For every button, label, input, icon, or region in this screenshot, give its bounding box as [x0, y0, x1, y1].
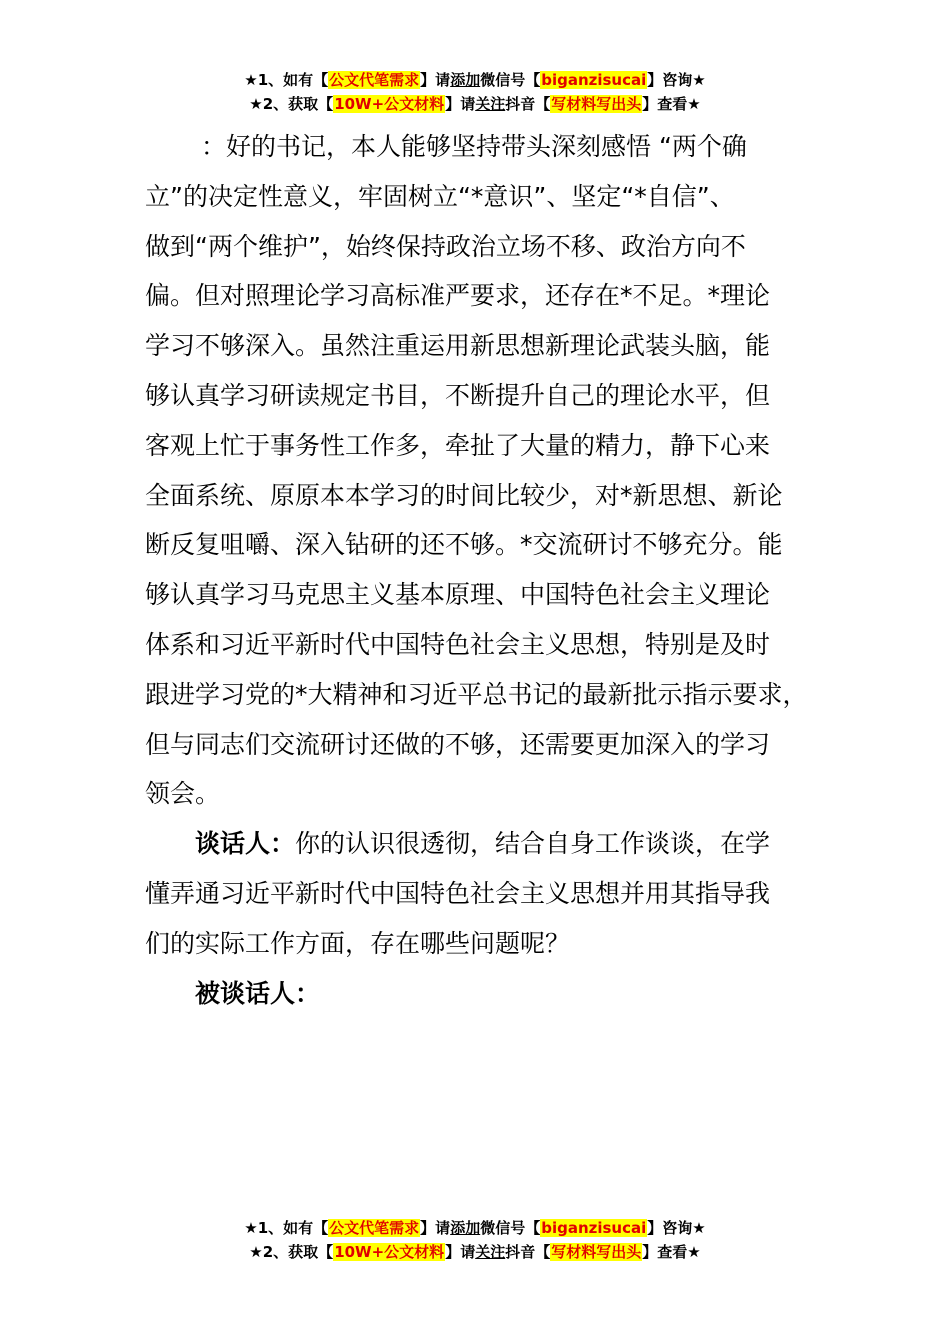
text-line: 客观上忙于事务性工作多，牵扯了大量的精力，静下心来: [145, 430, 771, 460]
star-icon: ★: [244, 1219, 258, 1237]
banner-text: 微信号【: [480, 71, 541, 89]
highlight-douyin-id: 写材料写出头: [551, 1243, 642, 1261]
footer-banner: [0, 1216, 950, 1264]
banner-text: 2、获取【: [262, 1243, 334, 1261]
text-line: 但与同志们交流研讨还做的不够，还需要更加深入的学习: [145, 729, 771, 759]
text-line: ：好的书记，本人能够坚持带头深刻感悟 “两个确: [201, 132, 747, 161]
text-line: 够认真学习研读规定书目，不断提升自己的理论水平，但: [145, 380, 771, 410]
paragraph-answer: [145, 122, 825, 819]
text-line: 学习不够深入。虽然注重运用新思想新理论武装头脑，能: [145, 331, 771, 361]
text-line: 做到“两个维护”，始终保持政治立场不移、政治方向不: [145, 231, 746, 261]
banner-text: 1、如有【: [257, 71, 329, 89]
text-line: 全面系统、原原本本学习的时间比较少，对*新思想、新论: [145, 480, 783, 510]
highlight-wechat-id: biganzisucai: [541, 71, 647, 89]
text-line: 跟进学习党的*大精神和习近平总书记的最新批示指示要求，: [145, 679, 808, 709]
paragraph-question: [145, 819, 825, 968]
highlight-douyin-id: 写材料写出头: [551, 95, 642, 113]
document-body: [145, 122, 825, 1018]
text-line: 你的认识很透彻，结合自身工作谈谈，在学: [295, 829, 771, 859]
header-banner: [0, 68, 950, 116]
banner-line-2: [0, 92, 950, 116]
underlined-add: 添加: [450, 1219, 481, 1237]
banner-line-1: [0, 1216, 950, 1240]
banner-text: 】咨询★: [647, 71, 706, 89]
banner-text: 】请: [420, 1219, 451, 1237]
star-icon: ★: [244, 71, 258, 89]
text-line: 断反复咀嚼、深入钻研的还不够。*交流研讨不够充分。能: [145, 530, 783, 560]
banner-text: 2、获取【: [262, 95, 334, 113]
highlight-materials: 10W+公文材料: [334, 1243, 445, 1261]
text-line: 们的实际工作方面，存在哪些问题呢？: [145, 928, 571, 958]
star-icon: ★: [249, 95, 263, 113]
underlined-follow: 关注: [475, 1243, 506, 1261]
banner-text: 】查看★: [642, 1243, 701, 1261]
banner-line-1: [0, 68, 950, 92]
text-line: 懂弄通习近平新时代中国特色社会主义思想并用其指导我: [145, 878, 771, 908]
banner-text: 】查看★: [642, 95, 701, 113]
banner-text: 抖音【: [505, 95, 551, 113]
text-line: 立”的决定性意义，牢固树立“*意识”、坚定“*自信”、: [145, 181, 735, 211]
banner-text: 微信号【: [480, 1219, 541, 1237]
underlined-add: 添加: [450, 71, 481, 89]
text-line: 够认真学习马克思主义基本原理、中国特色社会主义理论: [145, 580, 771, 610]
banner-text: 】请: [420, 71, 451, 89]
speaker-label-interviewee: 被谈话人：: [195, 978, 321, 1008]
text-line: 偏。但对照理论学习高标准严要求，还存在*不足。*理论: [145, 281, 771, 311]
banner-text: 】咨询★: [647, 1219, 706, 1237]
banner-text: 】请: [445, 95, 476, 113]
highlight-service: 公文代笔需求: [329, 1219, 420, 1237]
banner-text: 1、如有【: [257, 1219, 329, 1237]
speaker-label-interviewer: 谈话人：: [195, 829, 296, 859]
banner-text: 】请: [445, 1243, 476, 1261]
highlight-wechat-id: biganzisucai: [541, 1219, 647, 1237]
text-line: 体系和习近平新时代中国特色社会主义思想，特别是及时: [145, 629, 771, 659]
banner-text: 抖音【: [505, 1243, 551, 1261]
banner-line-2: [0, 1240, 950, 1264]
text-line: 领会。: [145, 779, 221, 809]
star-icon: ★: [249, 1243, 263, 1261]
highlight-materials: 10W+公文材料: [334, 95, 445, 113]
highlight-service: 公文代笔需求: [329, 71, 420, 89]
underlined-follow: 关注: [475, 95, 506, 113]
paragraph-reply: [145, 969, 825, 1019]
